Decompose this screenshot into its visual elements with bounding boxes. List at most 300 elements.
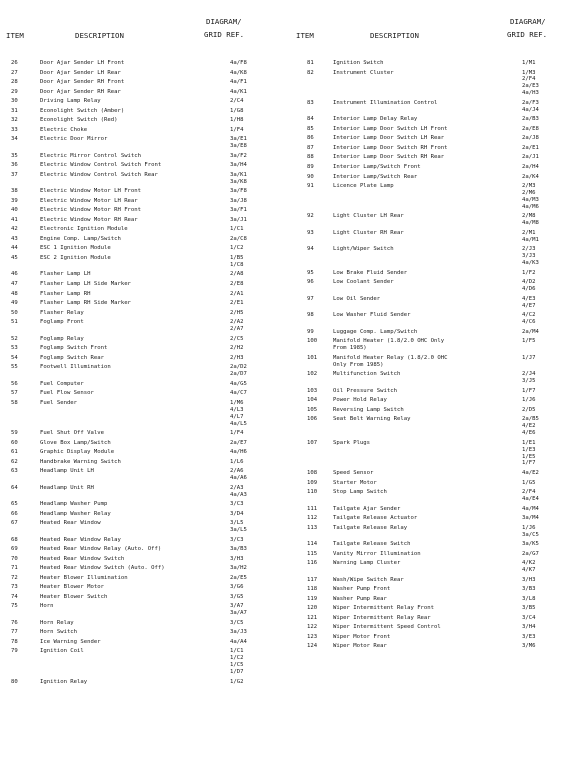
- item-number: 42: [11, 226, 18, 233]
- item-description: Tailgate Release Switch: [333, 541, 411, 548]
- item-description: Handbrake Warning Switch: [40, 458, 121, 465]
- item-description: Seat Belt Warning Relay: [333, 416, 411, 423]
- grid-ref: 2a/E3: [522, 83, 539, 90]
- grid-ref: 3a/F8: [230, 188, 247, 195]
- grid-ref: 4/K2: [522, 560, 536, 567]
- item-description: ESC 1 Ignition Module: [40, 245, 111, 252]
- item-description: Only From 1985): [333, 361, 384, 368]
- grid-ref: 3a/K5: [522, 541, 539, 548]
- grid-ref: 2/A7: [230, 326, 244, 333]
- item-description: Fuel Flow Sensor: [40, 390, 94, 397]
- grid-ref: 3a/J8: [230, 197, 247, 204]
- table-row: [307, 145, 565, 152]
- item-description: Horn: [40, 603, 54, 610]
- item-number: 115: [307, 550, 318, 557]
- table-row: [11, 117, 281, 124]
- table-row: [11, 407, 281, 414]
- item-number: 80: [11, 678, 18, 685]
- table-row: [11, 546, 281, 553]
- table-row: [307, 577, 565, 584]
- table-row: [307, 634, 565, 641]
- grid-ref: 1/C1: [230, 648, 244, 655]
- item-description: Flasher Lamp LH: [40, 271, 91, 278]
- table-row: [11, 79, 281, 86]
- item-number: 99: [307, 328, 314, 335]
- table-row: [11, 108, 281, 115]
- table-row: [307, 567, 565, 574]
- item-number: 112: [307, 515, 318, 522]
- item-description: Electric Choke: [40, 126, 88, 133]
- table-row: [307, 135, 565, 142]
- table-row: [11, 143, 281, 150]
- grid-ref: 2a/K4: [522, 173, 539, 180]
- grid-ref: 3/H3: [522, 576, 536, 583]
- grid-ref: 2/H5: [230, 309, 244, 316]
- item-number: 41: [11, 216, 18, 223]
- item-description: Headlamp Unit LH: [40, 468, 94, 475]
- item-number: 82: [307, 69, 314, 76]
- item-number: 109: [307, 479, 318, 486]
- grid-ref: 3/B5: [522, 605, 536, 612]
- item-number: 122: [307, 624, 318, 631]
- table-row: [307, 164, 565, 171]
- item-description: Starter Motor: [333, 479, 377, 486]
- grid-ref: 3/E3: [522, 633, 536, 640]
- item-description: Flasher Relay: [40, 309, 84, 316]
- grid-ref: 1/F4: [230, 126, 244, 133]
- table-row: [307, 605, 565, 612]
- item-description: Manifold Heater (1.8/2.0 OHC Only: [333, 338, 445, 345]
- table-row: [11, 153, 281, 160]
- item-description: Wiper Motor Front: [333, 633, 391, 640]
- item-description: Wash/Wipe Switch Rear: [333, 576, 404, 583]
- grid-ref: 2/F4: [522, 489, 536, 496]
- table-row: [307, 126, 565, 133]
- table-row: [11, 345, 281, 352]
- grid-ref: 4/E2: [522, 423, 536, 430]
- grid-ref: 2/F4: [522, 76, 536, 83]
- item-number: 55: [11, 364, 18, 371]
- grid-ref: 4/D2: [522, 279, 536, 286]
- grid-ref: 3a/E8: [230, 143, 247, 150]
- grid-ref: 2a/D2: [230, 364, 247, 371]
- item-number: 78: [11, 638, 18, 645]
- grid-ref: 3a/H2: [230, 565, 247, 572]
- table-row: [11, 198, 281, 205]
- item-number: 66: [11, 510, 18, 517]
- item-description: Foglamp Switch Front: [40, 345, 108, 352]
- table-row: [307, 430, 565, 437]
- item-number: 79: [11, 648, 18, 655]
- grid-ref: 3/B3: [522, 586, 536, 593]
- table-row: [307, 237, 565, 244]
- grid-ref: 2/D5: [522, 406, 536, 413]
- table-row: [11, 245, 281, 252]
- table-row: [307, 154, 565, 161]
- item-number: 39: [11, 197, 18, 204]
- item-number: 34: [11, 136, 18, 143]
- item-number: 97: [307, 295, 314, 302]
- item-number: 102: [307, 371, 318, 378]
- table-row: [11, 655, 281, 662]
- item-description: Econolight Switch (Red): [40, 117, 118, 124]
- item-description: Heater Blower Illumination: [40, 574, 128, 581]
- item-number: 30: [11, 98, 18, 105]
- grid-ref: 3a/C5: [522, 531, 539, 538]
- table-row: [307, 532, 565, 539]
- grid-ref: 3/C3: [230, 536, 244, 543]
- grid-ref: 1/J6: [522, 397, 536, 404]
- grid-ref: 4a/E4: [522, 495, 539, 502]
- item-number: 105: [307, 406, 318, 413]
- table-row: [11, 136, 281, 143]
- item-number: 54: [11, 354, 18, 361]
- table-row: [307, 586, 565, 593]
- table-row: [307, 286, 565, 293]
- grid-ref: 1/H8: [230, 117, 244, 124]
- table-row: [307, 174, 565, 181]
- item-number: 76: [11, 619, 18, 626]
- grid-ref: 3/J3: [522, 253, 536, 260]
- grid-ref: 2/A2: [230, 319, 244, 326]
- item-number: 40: [11, 207, 18, 214]
- item-number: 27: [11, 69, 18, 76]
- item-number: 51: [11, 319, 18, 326]
- right-column-list: [307, 60, 565, 650]
- grid-ref: 4a/A3: [230, 491, 247, 498]
- table-row: [307, 253, 565, 260]
- item-description: Washer Pump Front: [333, 586, 391, 593]
- item-description: Interior Lamp Door Switch RH Front: [333, 144, 448, 151]
- table-row: [307, 416, 565, 423]
- grid-ref: 2/H3: [230, 354, 244, 361]
- table-row: [307, 60, 565, 67]
- table-row: [11, 565, 281, 572]
- item-description: Fuel Sender: [40, 399, 78, 406]
- grid-ref: 3a/K8: [230, 178, 247, 185]
- item-description: Foglamp Front: [40, 319, 84, 326]
- table-row: [11, 537, 281, 544]
- grid-ref: 2a/J1: [522, 154, 539, 161]
- grid-ref: 2/M8: [522, 213, 536, 220]
- item-number: 75: [11, 603, 18, 610]
- table-row: [307, 615, 565, 622]
- table-row: [307, 100, 565, 107]
- grid-ref: 2/J4: [522, 371, 536, 378]
- item-description: Electric Mirror Control Switch: [40, 152, 142, 159]
- item-description: Wiper Intermittent Relay Rear: [333, 614, 431, 621]
- grid-ref: 1/F7: [522, 460, 536, 467]
- grid-ref: 3/C3: [230, 501, 244, 508]
- left-column-list: [11, 60, 281, 686]
- item-number: 91: [307, 183, 314, 190]
- grid-ref: 1/G2: [230, 678, 244, 685]
- table-row: [11, 226, 281, 233]
- item-description: Vanity Mirror Illumination: [333, 550, 421, 557]
- item-description: Tailgate Ajar Sender: [333, 505, 401, 512]
- item-description: Manifold Heater Relay (1.8/2.0 OHC: [333, 354, 448, 361]
- item-description: Fuel Shut Off Valve: [40, 430, 104, 437]
- item-number: 96: [307, 279, 314, 286]
- grid-ref: 4a/A6: [230, 475, 247, 482]
- grid-ref: 2/M6: [522, 190, 536, 196]
- item-number: 63: [11, 468, 18, 475]
- grid-ref: 1/C8: [230, 261, 244, 268]
- table-row: [11, 414, 281, 421]
- item-description: Flasher Lamp LH Side Marker: [40, 280, 131, 287]
- table-row: [11, 371, 281, 378]
- item-number: 58: [11, 399, 18, 406]
- item-description: Interior Lamp Delay Relay: [333, 116, 418, 123]
- table-row: [11, 127, 281, 134]
- item-number: 32: [11, 117, 18, 124]
- item-description: Wiper Intermittent Relay Front: [333, 605, 435, 612]
- grid-ref: 4a/M3: [522, 196, 539, 203]
- table-row: [11, 300, 281, 307]
- table-row: [307, 345, 565, 352]
- grid-ref: 4a/F8: [230, 60, 247, 66]
- grid-ref: 4a/M1: [522, 236, 539, 243]
- grid-ref: 2a/D7: [230, 371, 247, 378]
- table-row: [307, 338, 565, 345]
- grid-ref: 3/L5: [230, 520, 244, 527]
- item-number: 103: [307, 387, 318, 394]
- item-number: 77: [11, 629, 18, 636]
- item-number: 47: [11, 280, 18, 287]
- grid-ref: 3a/E1: [230, 136, 247, 143]
- item-number: 26: [11, 60, 18, 66]
- item-number: 68: [11, 536, 18, 543]
- table-row: [307, 76, 565, 83]
- grid-ref: 1/F4: [230, 430, 244, 437]
- item-number: 90: [307, 173, 314, 180]
- table-row: [307, 496, 565, 503]
- table-row: [307, 423, 565, 430]
- item-description: Electric Window Control Switch Front: [40, 162, 162, 169]
- table-row: [307, 489, 565, 496]
- table-row: [307, 355, 565, 362]
- grid-ref: 3a/F1: [230, 207, 247, 214]
- grid-ref: 2/A3: [230, 484, 244, 491]
- table-row: [11, 188, 281, 195]
- item-description: Electric Window Motor RH Front: [40, 207, 142, 214]
- table-row: [11, 336, 281, 343]
- grid-ref: 4a/E2: [522, 469, 539, 476]
- grid-ref: 2a/B3: [522, 116, 539, 123]
- item-description: Low Coolant Sender: [333, 279, 394, 286]
- item-number: 124: [307, 643, 318, 650]
- table-row: [307, 116, 565, 123]
- table-row: [307, 260, 565, 267]
- grid-ref: 1/C2: [230, 245, 244, 252]
- item-description: Interior Lamp/Switch Rear: [333, 173, 418, 180]
- grid-ref: 4a/K8: [230, 69, 247, 76]
- item-description: Instrument Cluster: [333, 69, 394, 76]
- table-row: [307, 454, 565, 461]
- table-row: [11, 162, 281, 169]
- item-number: 114: [307, 541, 318, 548]
- table-row: [307, 220, 565, 227]
- item-number: 84: [307, 116, 314, 123]
- grid-ref: 4a/K3: [522, 260, 539, 267]
- table-row: [11, 98, 281, 105]
- item-number: 87: [307, 144, 314, 151]
- grid-ref: 2/J3: [522, 246, 536, 253]
- item-number: 43: [11, 235, 18, 242]
- item-description: Headlamp Washer Pump: [40, 501, 108, 508]
- item-description: Multifunction Switch: [333, 371, 401, 378]
- grid-ref: 3/H3: [230, 555, 244, 562]
- item-description: Light Cluster LH Rear: [333, 213, 404, 220]
- table-row: [307, 70, 565, 77]
- item-description: Heater Blower Motor: [40, 584, 104, 591]
- grid-ref: 2a/J8: [522, 135, 539, 142]
- table-row: [11, 207, 281, 214]
- grid-ref: 3/C5: [230, 619, 244, 626]
- item-description: Heated Rear Window Relay: [40, 536, 121, 543]
- item-number: 64: [11, 484, 18, 491]
- grid-ref: 2a/B5: [522, 416, 539, 423]
- table-row: [307, 213, 565, 220]
- table-row: [307, 296, 565, 303]
- header-diagram-right: DIAGRAM/: [510, 17, 546, 26]
- table-row: [307, 541, 565, 548]
- grid-ref: 1/J6: [522, 524, 536, 531]
- grid-ref: 3/D4: [230, 510, 244, 517]
- table-row: [11, 310, 281, 317]
- item-number: 110: [307, 489, 318, 496]
- item-number: 45: [11, 254, 18, 261]
- table-row: [11, 179, 281, 186]
- item-number: 62: [11, 458, 18, 465]
- item-number: 113: [307, 524, 318, 531]
- grid-ref: 2a/E1: [522, 144, 539, 151]
- item-number: 33: [11, 126, 18, 133]
- item-description: Electric Window Motor LH Front: [40, 188, 142, 195]
- grid-ref: 4a/G5: [230, 380, 247, 387]
- item-description: Engine Comp. Lamp/Switch: [40, 235, 121, 242]
- grid-ref: 1/G8: [230, 107, 244, 114]
- item-description: Interior Lamp Door Switch LH Rear: [333, 135, 445, 142]
- grid-ref: 4a/F1: [230, 79, 247, 86]
- grid-ref: 3a/B3: [230, 546, 247, 553]
- item-number: 72: [11, 574, 18, 581]
- grid-ref: 2/H2: [230, 345, 244, 352]
- item-description: Electric Door Mirror: [40, 136, 108, 143]
- header-description-right: DESCRIPTION: [370, 31, 419, 40]
- table-row: [307, 362, 565, 369]
- item-number: 95: [307, 269, 314, 276]
- grid-ref: 2a/H4: [522, 164, 539, 170]
- item-description: Driving Lamp Relay: [40, 98, 101, 105]
- item-description: Spark Plugs: [333, 439, 371, 446]
- item-number: 104: [307, 397, 318, 404]
- table-row: [11, 440, 281, 447]
- grid-ref: 4a/H3: [522, 90, 539, 97]
- item-description: Light Cluster RH Rear: [333, 229, 404, 236]
- table-row: [307, 319, 565, 326]
- item-number: 88: [307, 154, 314, 161]
- table-row: [11, 172, 281, 179]
- table-row: [307, 329, 565, 336]
- item-description: Licence Plate Lamp: [333, 183, 394, 190]
- grid-ref: 2/C4: [230, 98, 244, 105]
- table-row: [307, 506, 565, 513]
- grid-ref: 1/E1: [522, 439, 536, 446]
- table-row: [307, 197, 565, 204]
- item-description: Econolight Switch (Amber): [40, 107, 125, 114]
- item-number: 52: [11, 335, 18, 342]
- table-row: [11, 520, 281, 527]
- header-gridref-right: GRID REF.: [507, 30, 548, 39]
- item-description: Tailgate Release Actuator: [333, 515, 418, 522]
- grid-ref: 2a/M4: [522, 328, 539, 335]
- grid-ref: 2/E1: [230, 300, 244, 307]
- item-number: 37: [11, 171, 18, 178]
- grid-ref: 4/E3: [522, 295, 536, 302]
- table-row: [11, 430, 281, 437]
- table-row: [11, 492, 281, 499]
- table-row: [11, 70, 281, 77]
- table-row: [11, 662, 281, 669]
- table-row: [307, 230, 565, 237]
- item-description: Foglamp Switch Rear: [40, 354, 104, 361]
- table-row: [11, 364, 281, 371]
- item-description: Ignition Switch: [333, 60, 384, 66]
- grid-ref: 2/M3: [522, 183, 536, 190]
- grid-ref: 3a/K1: [230, 171, 247, 178]
- item-number: 81: [307, 60, 314, 66]
- grid-ref: 4a/A4: [230, 638, 247, 645]
- table-row: [307, 515, 565, 522]
- grid-ref: 2a/E8: [522, 125, 539, 132]
- item-number: 123: [307, 633, 318, 640]
- item-number: 67: [11, 520, 18, 527]
- grid-ref: 3/M6: [522, 643, 536, 650]
- grid-ref: 2a/C8: [230, 235, 247, 242]
- table-row: [307, 480, 565, 487]
- grid-ref: 2a/E5: [230, 574, 247, 581]
- table-row: [11, 639, 281, 646]
- item-description: Door Ajar Sender LH Rear: [40, 69, 121, 76]
- table-row: [11, 584, 281, 591]
- item-description: From 1985): [333, 345, 367, 352]
- grid-ref: 2/C5: [230, 335, 244, 342]
- table-row: [11, 556, 281, 563]
- table-row: [11, 291, 281, 298]
- item-description: Electric Window Motor LH Rear: [40, 197, 138, 204]
- item-description: ESC 2 Ignition Module: [40, 254, 111, 261]
- header-item-left: ITEM: [6, 31, 24, 40]
- item-number: 118: [307, 586, 318, 593]
- grid-ref: 4/D6: [522, 286, 536, 293]
- item-description: Footwell Illumination: [40, 364, 111, 371]
- grid-ref: 4a/C7: [230, 390, 247, 397]
- header-gridref-left: GRID REF.: [204, 30, 245, 39]
- grid-ref: 4/E7: [522, 302, 536, 309]
- item-description: Door Ajar Sender RH Rear: [40, 88, 121, 95]
- table-row: [11, 610, 281, 617]
- grid-ref: 3a/H4: [230, 162, 247, 169]
- grid-ref: 4/L3: [230, 406, 244, 413]
- grid-ref: 1/C5: [230, 662, 244, 669]
- header-item-right: ITEM: [296, 31, 314, 40]
- table-row: [307, 447, 565, 454]
- item-number: 98: [307, 312, 314, 319]
- grid-ref: 4a/M4: [522, 505, 539, 512]
- item-description: Interior Lamp/Switch Front: [333, 164, 421, 170]
- grid-ref: 2/A8: [230, 271, 244, 278]
